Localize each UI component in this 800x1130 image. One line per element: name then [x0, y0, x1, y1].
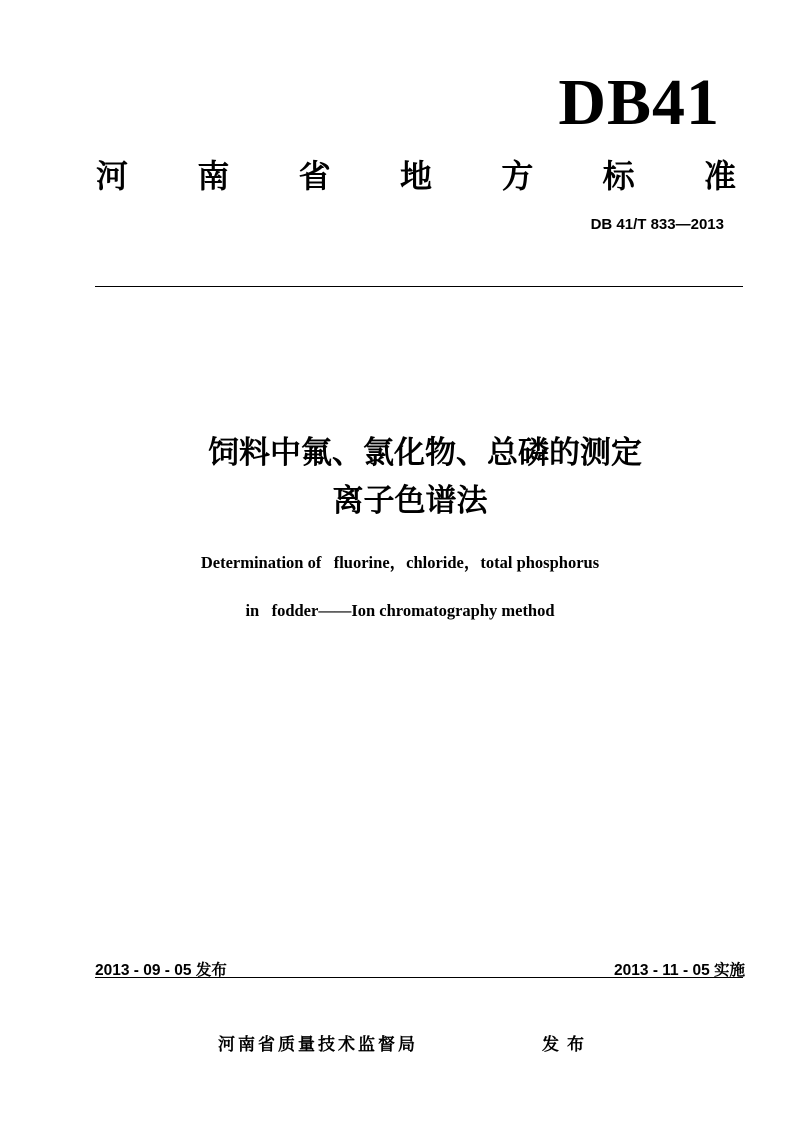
english-title-line2: in fodder——Ion chromatography method — [245, 601, 555, 620]
chinese-title-line1: 饲料中氟、氯化物、总磷的测定 — [208, 435, 642, 471]
standard-type-char: 地 — [399, 157, 432, 195]
english-title-line1: Determination of fluorine，chloride，total phosphorus — [200, 553, 600, 572]
standard-type-heading — [96, 156, 736, 196]
issue-action: 发布 — [542, 1035, 592, 1055]
bottom-divider — [95, 977, 743, 978]
standard-type-char: 河 — [96, 157, 129, 195]
standard-type-char: 省 — [298, 157, 331, 195]
standard-code: DB41 — [558, 66, 720, 139]
standard-number: DB 41/T 833—2013 — [590, 216, 724, 233]
implementation-date: 2013 - 11 - 05 实施 — [614, 962, 745, 979]
issuing-authority: 河南省质量技术监督局 — [218, 1035, 418, 1055]
standard-type-char: 方 — [501, 157, 534, 195]
standard-type-char: 标 — [602, 157, 635, 195]
chinese-title-line2: 离子色谱法 — [332, 483, 488, 519]
standard-type-char: 南 — [197, 157, 230, 195]
chinese-title — [0, 430, 800, 524]
issue-date: 2013 - 09 - 05 发布 — [95, 962, 227, 979]
top-divider — [95, 286, 743, 287]
standard-type-char: 准 — [703, 157, 736, 195]
